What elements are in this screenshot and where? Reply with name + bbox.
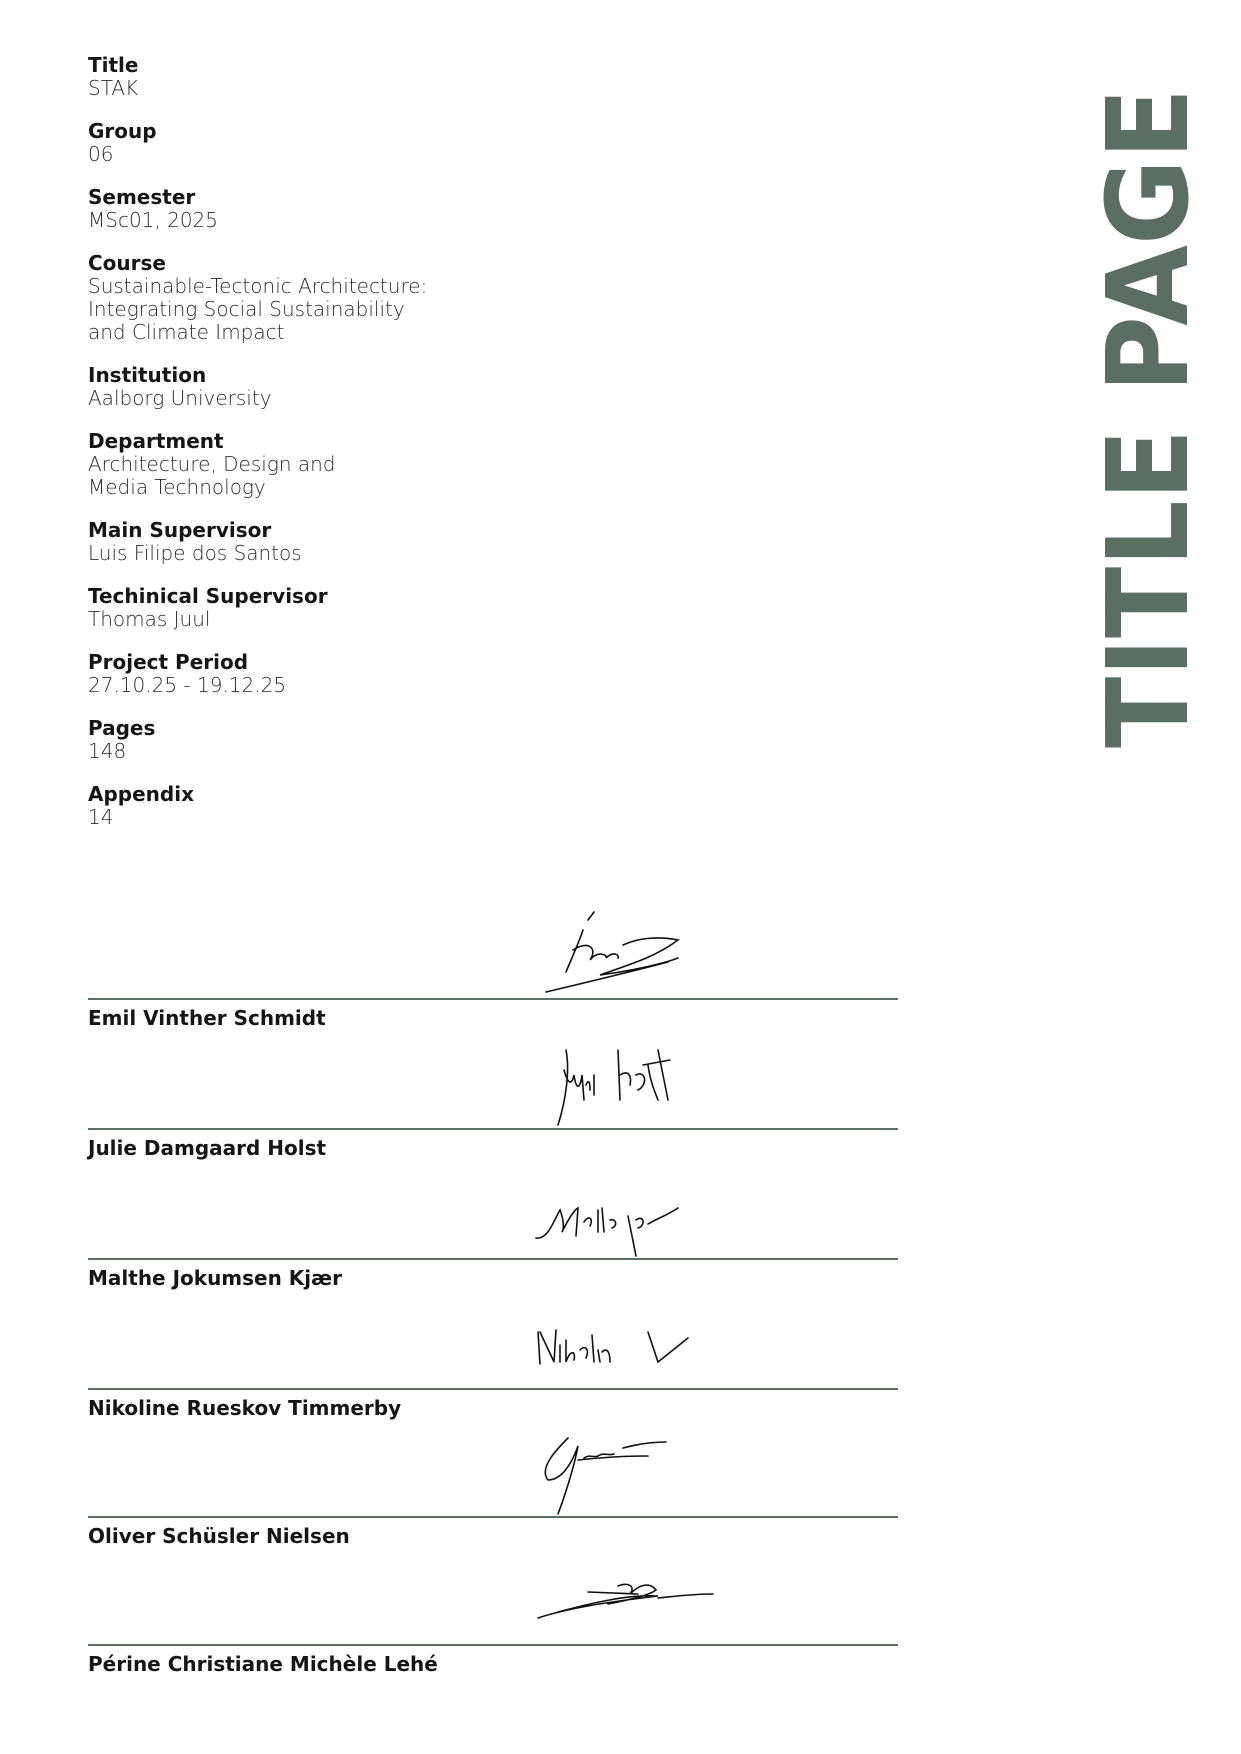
signatory-name: Malthe Jokumsen Kjær	[88, 1266, 342, 1290]
signatory-name: Périne Christiane Michèle Lehé	[88, 1652, 438, 1676]
field-value: Luis Filipe dos Santos	[88, 541, 302, 565]
signature-image	[528, 1418, 748, 1518]
field-value: Sustainable-Tectonic Architecture: Integrating Social Sustainability and Climate Impact	[88, 274, 428, 344]
field-label: Appendix	[88, 782, 194, 806]
field-label: Semester	[88, 185, 196, 209]
signature-line	[88, 998, 898, 1000]
field-label: Title	[88, 53, 139, 77]
signature-row	[88, 1546, 898, 1676]
signature-row	[88, 1030, 898, 1160]
field-label: Group	[88, 119, 157, 143]
field-value: Aalborg University	[88, 386, 272, 410]
signature-line	[88, 1644, 898, 1646]
vertical-title-svg	[1084, 39, 1214, 748]
signature-line	[88, 1516, 898, 1518]
field-value: MSc01, 2025	[88, 208, 219, 232]
signature-row	[88, 900, 898, 1030]
field-label: Main Supervisor	[88, 518, 272, 542]
signature-block	[88, 0, 898, 1754]
signature-image	[528, 1030, 748, 1130]
signature-line	[88, 1388, 898, 1390]
field-value: STAK	[88, 76, 139, 100]
vertical-title-text: TITLE PAGE	[1084, 39, 1214, 748]
signatory-name: Nikoline Rueskov Timmerby	[88, 1396, 402, 1420]
signature-image	[528, 1290, 748, 1390]
signature-image	[528, 1160, 748, 1260]
field-label: Pages	[88, 716, 156, 740]
field-label: Course	[88, 251, 166, 275]
signatory-name: Julie Damgaard Holst	[88, 1136, 327, 1160]
field-label: Institution	[88, 363, 207, 387]
signatory-name: Oliver Schüsler Nielsen	[88, 1524, 350, 1548]
signature-row	[88, 1160, 898, 1290]
signature-line	[88, 1128, 898, 1130]
field-value: Architecture, Design and Media Technology	[88, 452, 336, 499]
signatory-name: Emil Vinther Schmidt	[88, 1006, 326, 1030]
signature-image	[528, 1546, 748, 1646]
signature-row	[88, 1290, 898, 1420]
signature-image	[528, 900, 748, 1000]
field-value: Thomas Juul	[88, 607, 211, 631]
field-value: 06	[88, 142, 114, 166]
signature-row	[88, 1418, 898, 1548]
field-label: Techinical Supervisor	[88, 584, 328, 608]
field-label: Project Period	[88, 650, 249, 674]
field-label: Department	[88, 429, 224, 453]
signature-line	[88, 1258, 898, 1260]
field-value: 14	[88, 805, 114, 829]
field-value: 27.10.25 - 19.12.25	[88, 673, 287, 697]
vertical-page-title	[1084, 39, 1214, 748]
field-value: 148	[88, 739, 127, 763]
